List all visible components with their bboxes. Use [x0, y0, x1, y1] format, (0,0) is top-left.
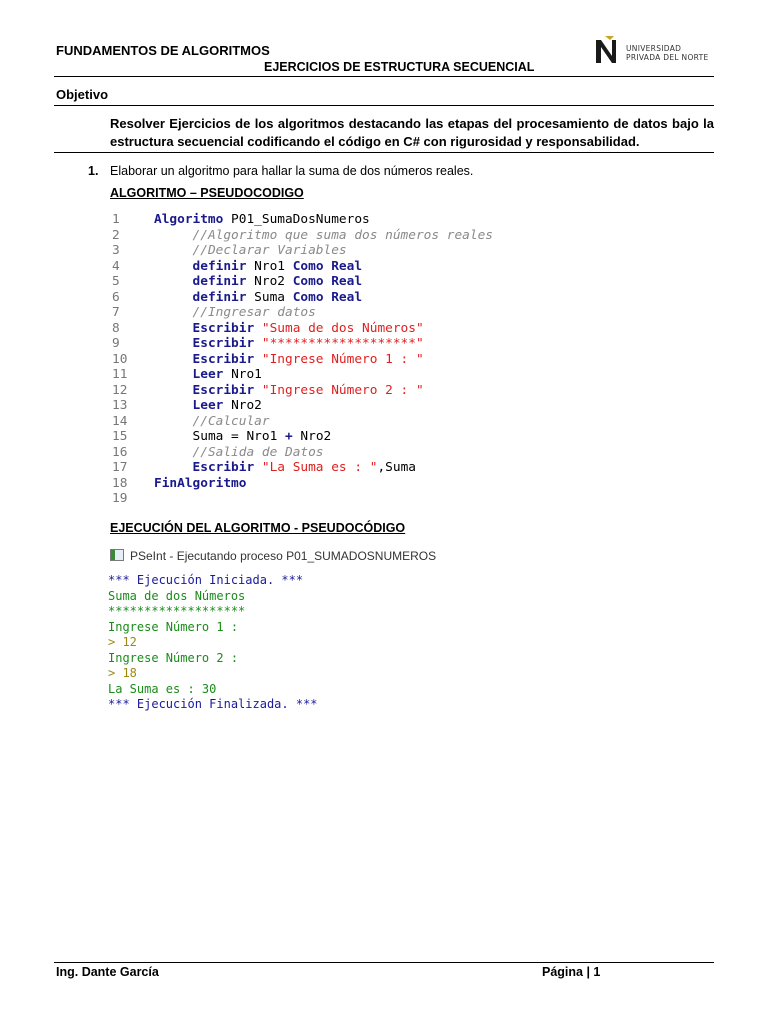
objective-label: Objetivo: [56, 87, 109, 102]
code-line: [112, 429, 493, 445]
output-line: Ingrese Número 1 :: [108, 619, 239, 634]
code-token: //Algoritmo que suma dos números reales: [192, 227, 494, 243]
code-token: Como Real: [292, 289, 363, 305]
output-line: *******************: [108, 604, 246, 618]
code-line: [112, 290, 493, 306]
exercise-item: [88, 164, 473, 178]
code-token: Nro1: [246, 258, 293, 274]
line-number: 19: [112, 491, 128, 506]
code-line: [112, 367, 493, 383]
line-number: 1: [112, 212, 120, 227]
code-line: [112, 491, 493, 507]
code-token: "Ingrese Número 2 : ": [254, 382, 424, 398]
code-token: definir: [192, 258, 247, 274]
exercise-number: 1.: [88, 164, 99, 178]
code-indent: [154, 259, 193, 274]
objective-bottom-rule: [54, 152, 714, 153]
logo-line-1: UNIVERSIDAD: [626, 44, 682, 53]
code-token: Escribir: [192, 320, 255, 336]
code-line: [112, 398, 493, 414]
code-token: Escribir: [192, 460, 255, 475]
code-indent: [154, 290, 193, 305]
code-token: "La Suma es : ": [254, 460, 378, 475]
code-indent: [154, 414, 193, 429]
code-token: Algoritmo: [154, 212, 224, 227]
line-number: 11: [112, 367, 128, 382]
output-line: La Suma es : 30: [108, 681, 217, 696]
code-token: Nro2: [292, 429, 332, 444]
line-number: 14: [112, 413, 128, 429]
output-line: Suma de dos Números: [108, 588, 246, 603]
line-number: 9: [112, 336, 120, 351]
pseudocode-listing: [112, 212, 493, 507]
upn-logo-icon: [592, 36, 624, 66]
output-line: Ingrese Número 2 :: [108, 650, 239, 665]
document-subtitle: EJERCICIOS DE ESTRUCTURA SECUENCIAL: [264, 60, 535, 74]
code-token: ,Suma: [377, 460, 416, 475]
output-line: *** Ejecución Iniciada. ***: [108, 573, 304, 587]
code-indent: [154, 383, 193, 398]
line-number: 4: [112, 258, 120, 274]
output-line: *** Ejecución Finalizada. ***: [108, 697, 318, 711]
code-line: [112, 476, 493, 492]
code-indent: [154, 243, 193, 258]
code-token: Como Real: [292, 258, 363, 274]
objective-rule: [54, 105, 714, 106]
pseint-window-icon: [110, 549, 124, 561]
code-token: Suma = Nro1: [192, 429, 285, 444]
code-line: [112, 212, 493, 228]
code-token: definir: [192, 289, 247, 305]
code-indent: [154, 445, 193, 460]
code-token: definir: [192, 274, 247, 289]
code-token: //Ingresar datos: [192, 305, 316, 320]
code-token: Nro2: [246, 274, 293, 289]
code-line: [112, 305, 493, 321]
code-token: //Salida de Datos: [192, 444, 324, 460]
code-token: "Ingrese Número 1 : ": [254, 351, 424, 367]
line-number: 5: [112, 274, 120, 289]
execution-heading: EJECUCIÓN DEL ALGORITMO - PSEUDOCÓDIGO: [110, 521, 406, 535]
code-indent: [154, 336, 193, 351]
code-token: Escribir: [192, 336, 255, 351]
code-token: +: [284, 429, 293, 444]
code-line: [112, 445, 493, 461]
code-token: Suma: [246, 289, 293, 305]
output-line: > 18: [108, 666, 137, 680]
execution-output: [108, 573, 318, 713]
line-number: 16: [112, 444, 128, 460]
code-line: [112, 274, 493, 290]
course-title: FUNDAMENTOS DE ALGORITMOS: [56, 43, 270, 58]
code-token: P01_SumaDosNumeros: [223, 212, 370, 227]
code-token: Nro1: [223, 367, 262, 382]
header-rule: [54, 76, 714, 77]
code-line: [112, 336, 493, 352]
code-indent: [154, 228, 193, 243]
code-indent: [154, 398, 193, 413]
line-number: 2: [112, 227, 120, 243]
footer-page-number: Página | 1: [542, 965, 601, 979]
code-line: [112, 243, 493, 259]
line-number: 17: [112, 460, 128, 475]
code-token: //Calcular: [192, 413, 270, 429]
exercise-text: Elaborar un algoritmo para hallar la suma de dos números reales.: [110, 164, 474, 178]
code-token: "Suma de dos Números": [254, 320, 424, 336]
university-logo: [592, 36, 722, 66]
output-line: > 12: [108, 635, 137, 649]
code-token: Leer: [192, 367, 224, 382]
objective-text: Resolver Ejercicios de los algoritmos destacando las etapas del procesamiento de datos bajo la estructura secuencial codificando el código en C# con rigurosidad y responsabilidad.: [110, 116, 714, 149]
code-token: "*******************": [254, 336, 424, 351]
line-number: 13: [112, 398, 128, 413]
code-token: Leer: [192, 398, 224, 413]
line-number: 7: [112, 305, 120, 320]
line-number: 3: [112, 243, 120, 258]
window-title-text: PSeInt - Ejecutando proceso P01_SUMADOSNUMEROS: [130, 549, 437, 563]
code-token: Escribir: [192, 382, 255, 398]
code-token: Escribir: [192, 351, 255, 367]
footer-rule: [54, 962, 714, 963]
code-line: [112, 228, 493, 244]
code-indent: [154, 274, 193, 289]
line-number: 18: [112, 475, 128, 491]
line-number: 10: [112, 351, 128, 367]
code-line: [112, 460, 493, 476]
code-line: [112, 414, 493, 430]
code-token: Como Real: [292, 274, 363, 289]
line-number: 8: [112, 320, 120, 336]
code-indent: [154, 367, 193, 382]
footer-author: Ing. Dante García: [56, 965, 159, 979]
code-indent: [154, 352, 193, 367]
code-line: [112, 259, 493, 275]
execution-window-title: [110, 549, 436, 563]
code-indent: [154, 429, 193, 444]
code-indent: [154, 460, 193, 475]
code-line: [112, 321, 493, 337]
code-token: FinAlgoritmo: [154, 475, 247, 491]
code-line: [112, 352, 493, 368]
line-number: 15: [112, 429, 128, 444]
pseudocode-heading: ALGORITMO – PSEUDOCODIGO: [110, 186, 304, 200]
code-indent: [154, 321, 193, 336]
code-indent: [154, 305, 193, 320]
line-number: 6: [112, 289, 120, 305]
code-line: [112, 383, 493, 399]
code-token: Nro2: [223, 398, 262, 413]
line-number: 12: [112, 382, 128, 398]
code-token: //Declarar Variables: [192, 243, 347, 258]
logo-line-2: PRIVADA DEL NORTE: [626, 53, 709, 62]
